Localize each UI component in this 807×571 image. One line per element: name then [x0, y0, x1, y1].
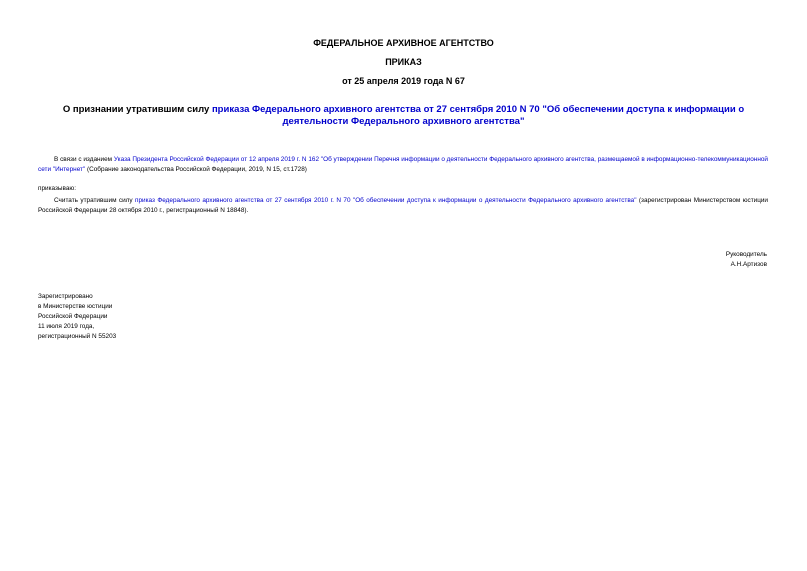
order-suffix: (зарегистрирован Министерством юстиции Российской Федерации 28 октября 2010 г., регистрационный N 18848). — [38, 197, 768, 214]
basis-paragraph — [38, 155, 768, 175]
order-paragraph — [38, 196, 768, 216]
heading-order-link[interactable]: приказа Федерального архивного агентства от 27 сентября 2010 N 70 "Об обеспечении доступа к информации о деятельности Федерального архивного агентства" — [211, 104, 745, 127]
registration-line: Российской Федерации — [38, 313, 108, 320]
registration-line: Зарегистрировано — [38, 293, 93, 300]
document-type: ПРИКАЗ — [385, 57, 422, 67]
presidential-decree-link[interactable]: Указа Президента Российской Федерации от 12 апреля 2019 г. N 162 "Об утверждении Перечня информации о деятельности Федерального архивного агентства, размещаемой в информационно-телекоммуникационной сети "Интернет" — [38, 156, 768, 173]
basis-prefix: В связи с изданием — [54, 156, 114, 163]
signature-block — [726, 250, 767, 270]
registration-line: в Министерстве юстиции — [38, 303, 113, 310]
document-date-number: от 25 апреля 2019 года N 67 — [342, 76, 465, 86]
registration-block — [38, 292, 116, 342]
heading-prefix: О признании утратившим силу — [62, 104, 212, 115]
signatory-name: А.Н.Артизов — [730, 261, 767, 268]
registration-line: регистрационный N 55203 — [38, 333, 117, 340]
agency-name: ФЕДЕРАЛЬНОЕ АРХИВНОЕ АГЕНТСТВО — [313, 38, 494, 48]
order-prefix: Считать утратившим силу — [54, 197, 136, 204]
order-word: приказываю: — [38, 185, 76, 192]
document-heading — [40, 104, 767, 128]
signatory-position: Руководитель — [725, 251, 767, 258]
basis-suffix: (Собрание законодательства Российской Федерации, 2019, N 15, ст.1728) — [85, 166, 307, 173]
registration-line: 11 июля 2019 года, — [38, 323, 95, 330]
repealed-order-link[interactable]: приказ Федерального архивного агентства от 27 сентября 2010 г. N 70 "Об обеспечении доступа к информации о деятельности Федерального архивного агентства" — [135, 197, 637, 204]
